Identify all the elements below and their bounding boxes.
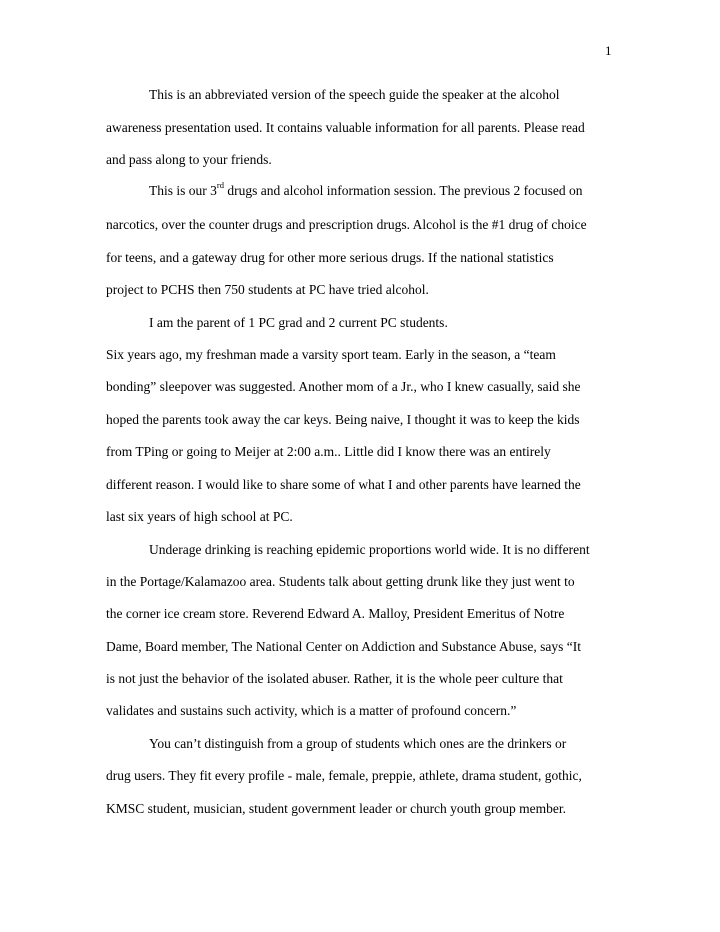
text-line-with-superscript [149,180,583,198]
page-number: 1 [605,43,612,58]
text-line: bonding” sleepover was suggested. Another mom of a Jr., who I knew casually, said she [106,379,581,394]
text-line: narcotics, over the counter drugs and prescription drugs. Alcohol is the #1 drug of choice [106,217,587,232]
text-line: Dame, Board member, The National Center on Addiction and Substance Abuse, says “It [106,639,581,654]
text-line: last six years of high school at PC. [106,509,293,524]
text-line: from TPing or going to Meijer at 2:00 a.m.. Little did I know there was an entirely [106,444,551,459]
text-line: I am the parent of 1 PC grad and 2 current PC students. [149,315,448,330]
text-line: Underage drinking is reaching epidemic proportions world wide. It is no different [149,542,590,557]
text-line: and pass along to your friends. [106,152,272,167]
text-segment: drugs and alcohol information session. The previous 2 focused on [223,183,583,198]
text-line: KMSC student, musician, student government leader or church youth group member. [106,801,567,816]
text-line: the corner ice cream store. Reverend Edward A. Malloy, President Emeritus of Notre [106,606,565,621]
text-line: different reason. I would like to share some of what I and other parents have learned the [106,477,581,492]
text-line: awareness presentation used. It contains valuable information for all parents. Please read [106,120,585,135]
text-line: Six years ago, my freshman made a varsity sport team. Early in the season, a “team [106,347,556,362]
text-line: project to PCHS then 750 students at PC have tried alcohol. [106,282,429,297]
text-line: hoped the parents took away the car keys. Being naive, I thought it was to keep the kids [106,412,580,427]
text-line: is not just the behavior of the isolated abuser. Rather, it is the whole peer culture that [106,671,563,686]
text-line: validates and sustains such activity, which is a matter of profound concern.” [106,703,517,718]
text-segment: This is our 3 [149,183,217,198]
superscript: rd [216,180,224,190]
text-line: for teens, and a gateway drug for other more serious drugs. If the national statistics [106,250,554,265]
text-line: in the Portage/Kalamazoo area. Students talk about getting drunk like they just went to [106,574,575,589]
text-line: This is an abbreviated version of the speech guide the speaker at the alcohol [149,87,560,102]
text-line: You can’t distinguish from a group of students which ones are the drinkers or [149,736,567,751]
text-line: drug users. They fit every profile - male, female, preppie, athlete, drama student, gothic, [106,768,582,783]
